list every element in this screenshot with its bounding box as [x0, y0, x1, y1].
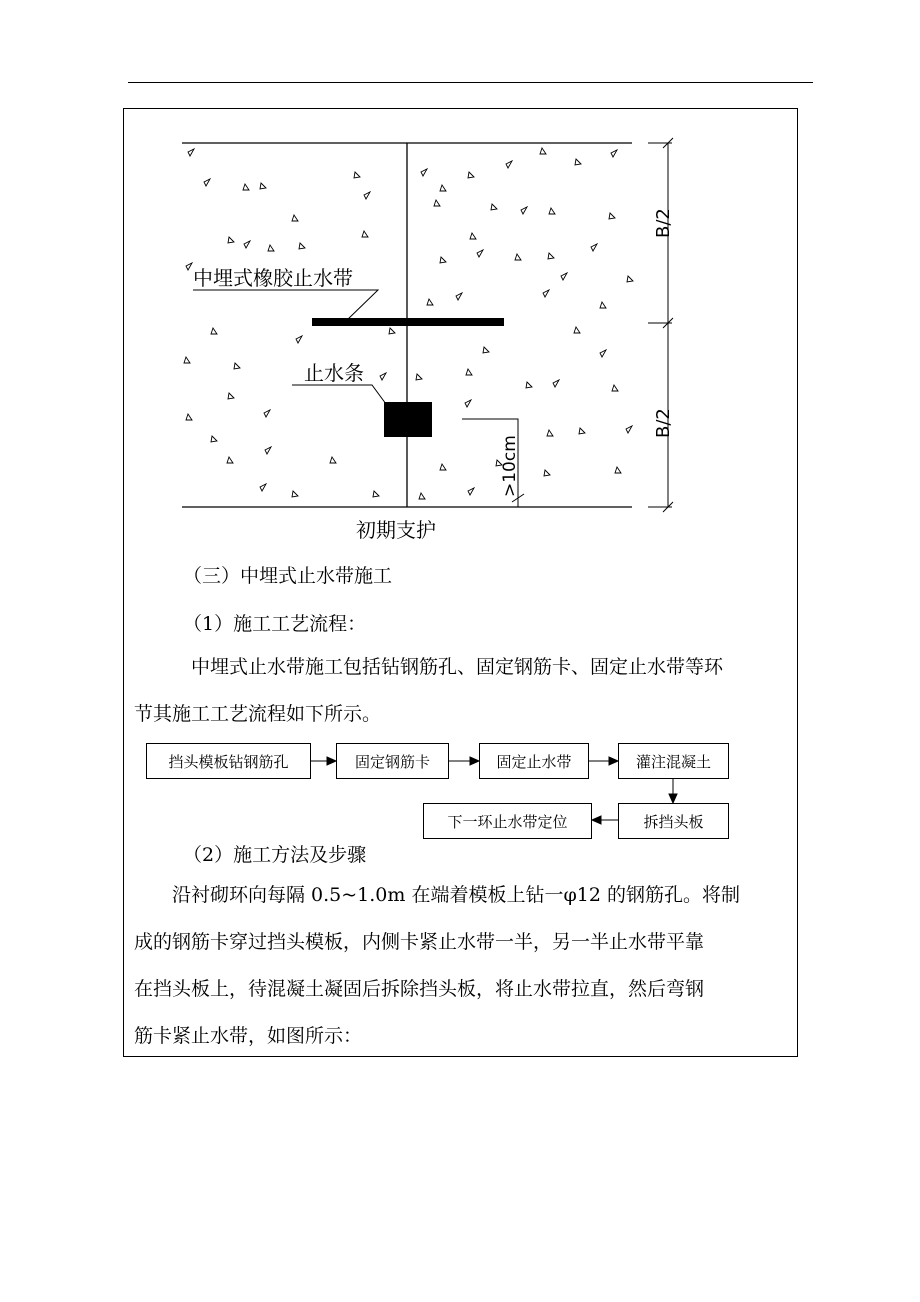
aggregate-triangle — [292, 491, 298, 497]
aggregate-triangle — [440, 257, 446, 263]
aggregate-triangle — [260, 183, 266, 189]
aggregate-triangle — [615, 467, 621, 473]
waterstop-leader — [193, 290, 378, 322]
aggregate-triangle — [466, 369, 472, 375]
flow-step-fix-clip: 固定钢筋卡 — [336, 743, 449, 779]
section-heading: （三）中埋式止水带施工 — [183, 565, 393, 587]
aggregate-triangle — [330, 457, 336, 463]
aggregate-triangle — [364, 192, 370, 199]
aggregate-triangle — [540, 148, 546, 154]
aggregate-triangle — [419, 493, 425, 499]
aggregate-triangle — [421, 169, 427, 176]
aggregate-triangle — [543, 290, 549, 297]
paragraph-1-line-2: 节其施工工艺流程如下所示。 — [134, 703, 382, 725]
dim-label-top: B/2 — [653, 208, 674, 238]
aggregate-triangle — [526, 382, 532, 388]
aggregate-triangle — [468, 172, 474, 178]
aggregate-triangle — [468, 488, 474, 495]
aggregate-triangle — [612, 385, 618, 391]
aggregate-triangle — [299, 243, 305, 249]
aggregate-triangle — [591, 244, 597, 251]
aggregate-triangle — [389, 328, 395, 334]
aggregate-triangle — [600, 302, 606, 308]
aggregate-triangle — [186, 414, 192, 420]
flow-step-fix-waterstop: 固定止水带 — [479, 743, 589, 779]
strip-leader — [292, 385, 386, 404]
dim-label-10cm: >10cm — [500, 435, 520, 497]
aggregate-triangle — [574, 327, 580, 333]
aggregate-triangle — [470, 233, 476, 239]
aggregate-triangle — [416, 374, 422, 380]
aggregate-triangle — [611, 150, 617, 157]
aggregate-triangle — [234, 363, 240, 369]
flow-step-remove-board: 拆挡头板 — [618, 803, 729, 839]
aggregate-triangle — [561, 273, 567, 280]
aggregate-triangle — [380, 373, 386, 380]
aggregate-triangle — [264, 410, 270, 417]
subheading-method: （2）施工方法及步骤 — [183, 844, 367, 866]
paragraph-2-line-1: 沿衬砌环向每隔 0.5~1.0m 在端着模板上钻一φ12 的钢筋孔。将制 — [172, 884, 740, 906]
subheading-process: （1）施工工艺流程： — [183, 613, 367, 635]
aggregate-triangle — [579, 428, 585, 434]
aggregate-triangle — [373, 491, 379, 497]
aggregate-triangle — [260, 484, 266, 491]
waterstop-strip — [384, 402, 432, 437]
dim-label-bottom: B/2 — [653, 408, 674, 438]
aggregate-triangle — [521, 207, 527, 214]
aggregate-triangle — [211, 328, 217, 334]
paragraph-2-line-4: 筋卡紧止水带，如图所示： — [134, 1025, 363, 1047]
aggregate-triangle — [268, 245, 274, 251]
aggregate-triangle — [211, 436, 217, 442]
aggregate-triangle — [483, 347, 489, 353]
paragraph-2-line-3: 在挡头板上，待混凝土凝固后拆除挡头板，将止水带拉直，然后弯钢 — [134, 978, 705, 1000]
aggregate-triangle — [600, 350, 606, 357]
aggregate-triangle — [547, 430, 553, 436]
aggregate-triangle — [491, 204, 497, 210]
aggregate-triangle — [549, 208, 555, 214]
aggregate-triangle — [456, 293, 462, 300]
flow-step-drill: 挡头模板钻钢筋孔 — [146, 743, 311, 779]
aggregate-triangle — [243, 184, 249, 190]
aggregate-triangle — [265, 447, 271, 454]
aggregate-triangle — [609, 213, 615, 219]
paragraph-2-line-2: 成的钢筋卡穿过挡头模板，内侧卡紧止水带一半，另一半止水带平靠 — [134, 931, 705, 953]
aggregate-triangle — [362, 231, 368, 237]
aggregate-triangle — [228, 393, 234, 399]
aggregate-triangle — [548, 253, 554, 259]
waterstop-label: 中埋式橡胶止水带 — [193, 266, 353, 290]
aggregate-triangle — [440, 185, 446, 191]
aggregate-triangle — [544, 470, 550, 476]
aggregate-triangle — [553, 380, 559, 387]
aggregate-triangle — [354, 172, 360, 178]
aggregate-triangle — [477, 250, 483, 257]
flow-step-pour-concrete: 灌注混凝土 — [618, 743, 729, 779]
waterstop-band — [312, 318, 504, 326]
aggregate-triangle — [575, 159, 581, 165]
paragraph-1-line-1: 中埋式止水带施工包括钻钢筋孔、固定钢筋卡、固定止水带等环 — [191, 656, 724, 678]
strip-label: 止水条 — [304, 361, 364, 385]
aggregate-triangle — [227, 457, 233, 463]
aggregate-triangle — [204, 179, 210, 186]
aggregate-triangle — [465, 400, 471, 407]
aggregate-triangle — [244, 241, 250, 248]
aggregate-triangle — [627, 276, 633, 282]
aggregate-triangle — [506, 161, 512, 168]
aggregate-triangle — [184, 357, 190, 363]
aggregate-triangle — [188, 149, 194, 156]
aggregate-triangle — [434, 200, 440, 206]
aggregate-triangle — [515, 254, 521, 260]
aggregate-triangle — [186, 263, 192, 270]
aggregate-triangle — [296, 336, 302, 343]
aggregate-triangle — [626, 426, 632, 433]
aggregate-triangle — [440, 464, 446, 470]
aggregate-triangle — [292, 215, 298, 221]
aggregate-triangle — [228, 237, 234, 243]
diagram-caption: 初期支护 — [356, 518, 436, 542]
flow-step-next-ring: 下一环止水带定位 — [423, 803, 592, 839]
aggregate-triangle — [427, 299, 433, 305]
